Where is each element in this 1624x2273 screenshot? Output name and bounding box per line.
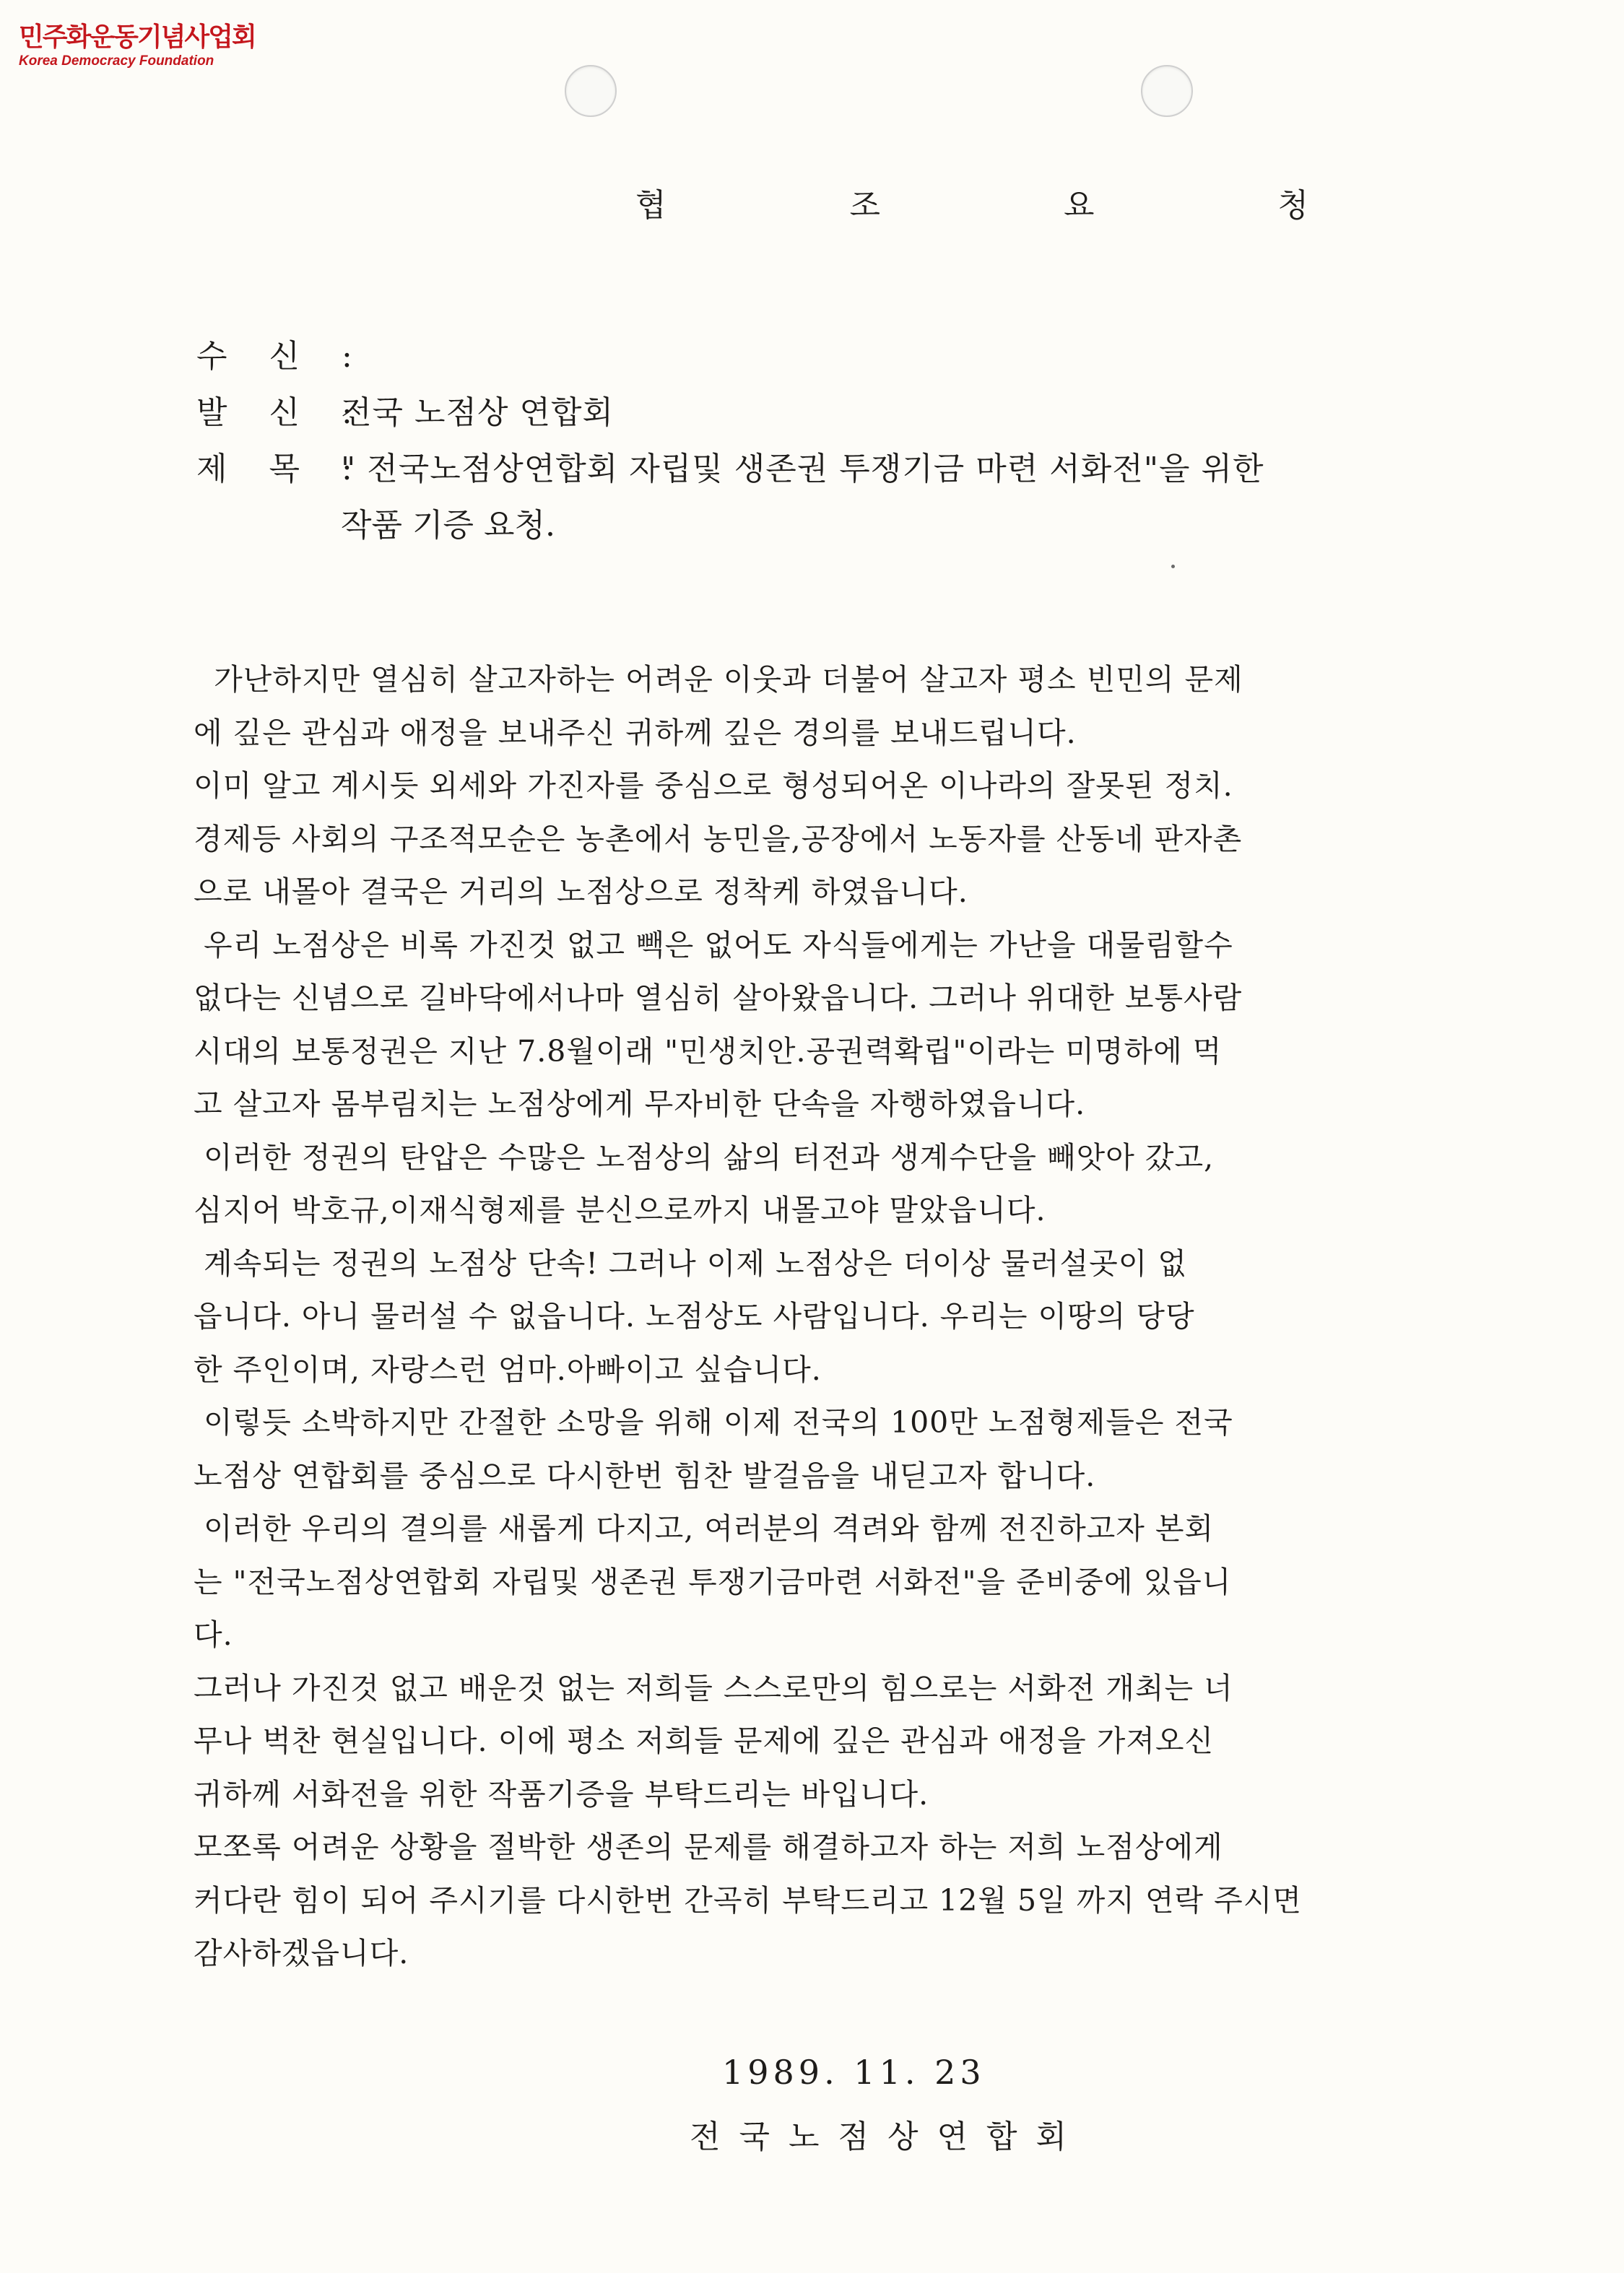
sender-value: 전국 노점상 연합회 [341, 394, 615, 431]
punch-hole-right [1141, 65, 1193, 117]
body-line: 노점상 연합회를 중심으로 다시한번 힘찬 발걸음을 내딛고자 합니다. [194, 1458, 1096, 1493]
body-line: 모쪼록 어려운 상황을 절박한 생존의 문제를 해결하고자 하는 저희 노점상에게 [194, 1830, 1223, 1864]
sender-signature: 전국노점상연합회 [690, 2118, 1086, 2155]
body-line: 는 "전국노점상연합회 자립및 생존권 투쟁기금마련 서화전"을 준비중에 있읍니 [194, 1564, 1232, 1599]
body-line: 이러한 우리의 결의를 새롭게 다지고, 여러분의 격려와 함께 전진하고자 본회 [194, 1511, 1215, 1546]
subject-row [196, 441, 1467, 497]
body-line: 에 깊은 관심과 애정을 보내주신 귀하께 깊은 경의를 보내드립니다. [194, 715, 1077, 750]
letter-body [194, 653, 1436, 1981]
body-line: 경제등 사회의 구조적모순은 농촌에서 농민을,공장에서 노동자를 산동네 판자촌 [194, 821, 1243, 856]
body-line: 무나 벅찬 현실입니다. 이에 평소 저희들 문제에 깊은 관심과 애정을 가져오신 [194, 1724, 1215, 1758]
stray-dot [1171, 565, 1175, 568]
body-line: 커다란 힘이 되어 주시기를 다시한번 간곡히 부탁드리고 12월 5일 까지 연락 주시면 [194, 1882, 1303, 1918]
body-line: 가난하지만 열심히 살고자하는 어려운 이웃과 더불어 살고자 평소 빈민의 문제 [194, 662, 1243, 697]
watermark-korean: 민주화운동기념사업회 [19, 22, 256, 52]
document-date: 1989. 11. 23 [722, 2053, 986, 2092]
body-line: 그러나 가진것 없고 배운것 없는 저희들 스스로만의 힘으로는 서화전 개최는 너 [194, 1670, 1233, 1705]
subject-value-line2: 작품 기증 요청. [341, 507, 555, 544]
sender-label: 발 신 : [196, 394, 368, 431]
body-line: 없다는 신념으로 길바닥에서나마 열심히 살아왔읍니다. 그러나 위대한 보통사람 [194, 981, 1243, 1015]
subject-value-line1: " 전국노점상연합회 자립및 생존권 투쟁기금 마련 서화전"을 위한 [341, 451, 1264, 487]
subject-label: 제 목 : [196, 451, 368, 487]
body-line: 계속되는 정권의 노점상 단속! 그러나 이제 노점상은 더이상 물러설곳이 없 [194, 1246, 1187, 1281]
body-line: 우리 노점상은 비록 가진것 없고 빽은 없어도 자식들에게는 가난을 대물림할수 [194, 927, 1233, 962]
body-line: 다. [194, 1617, 233, 1652]
body-line: 이렇듯 소박하지만 간절한 소망을 위해 이제 전국의 100만 노점형제들은 전국 [194, 1405, 1233, 1440]
recipient-row [196, 329, 1467, 385]
body-line: 귀하께 서화전을 위한 작품기증을 부탁드리는 바입니다. [194, 1776, 929, 1812]
document-header [196, 329, 1467, 554]
body-line: 시대의 보통정권은 지난 7.8월이래 "민생치안.공권력확립"이라는 미명하에 먹 [194, 1033, 1223, 1069]
body-line: 이러한 정권의 탄압은 수많은 노점상의 삶의 터전과 생계수단을 빼앗아 갔고, [194, 1139, 1215, 1175]
recipient-label: 수 신 : [196, 338, 368, 375]
watermark-english: Korea Democracy Foundation [19, 53, 214, 69]
body-line: 한 주인이며, 자랑스런 엄마.아빠이고 싶습니다. [194, 1352, 822, 1387]
foundation-watermark [19, 22, 256, 69]
body-line: 이미 알고 계시듯 외세와 가진자를 중심으로 형성되어온 이나라의 잘못된 정치. [194, 768, 1233, 803]
sender-row [196, 385, 1467, 441]
body-line: 읍니다. 아니 물러설 수 없읍니다. 노점상도 사람입니다. 우리는 이땅의 당당 [194, 1299, 1195, 1334]
body-line: 고 살고자 몸부림치는 노점상에게 무자비한 단속을 자행하였읍니다. [194, 1087, 1086, 1121]
body-line: 심지어 박호규,이재식형제를 분신으로까지 내몰고야 말았읍니다. [194, 1193, 1046, 1227]
body-line: 감사하겠읍니다. [194, 1936, 409, 1970]
punch-hole-left [565, 65, 617, 117]
document-title: 협 조 요 청 [635, 187, 1395, 224]
body-line: 으로 내몰아 결국은 거리의 노점상으로 정착케 하였읍니다. [194, 874, 968, 909]
